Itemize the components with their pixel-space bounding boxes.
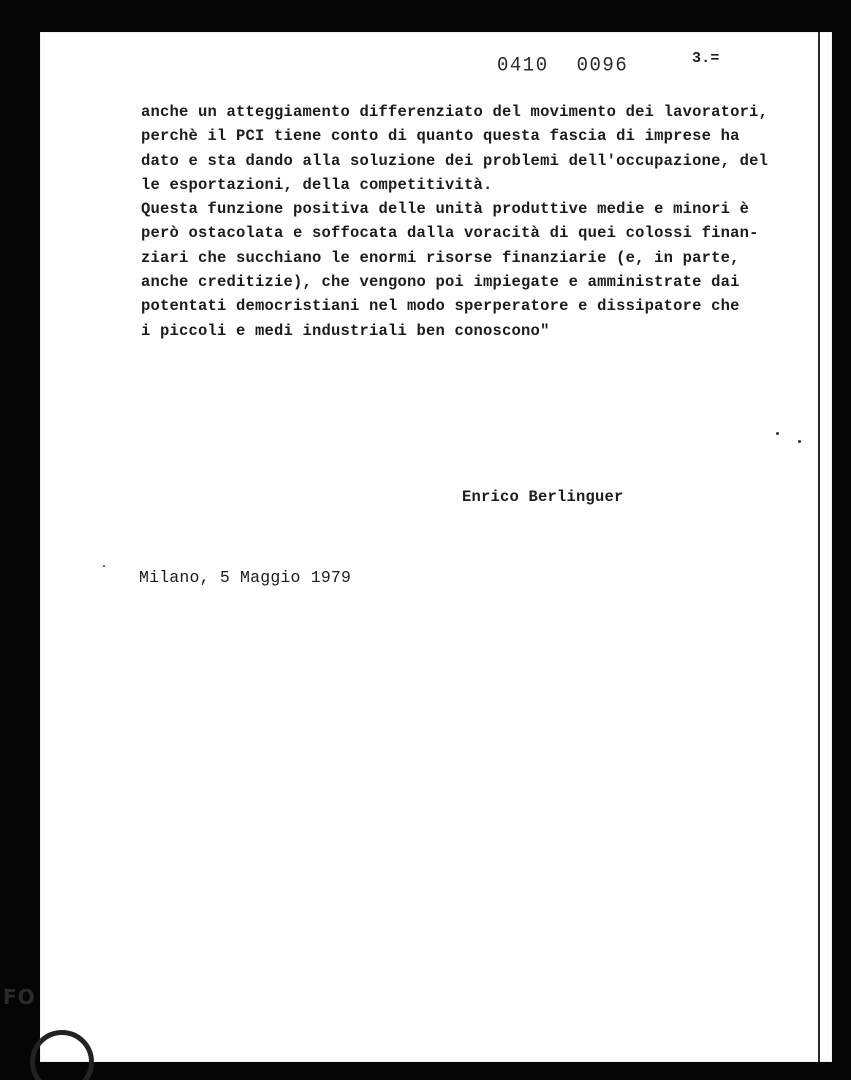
body-line: dato e sta dando alla soluzione dei problemi dell'occupazione, del [141,151,769,170]
page-number: 3.= [692,50,720,67]
body-line: anche creditizie), che vengono poi impiegate e amministrate dai [141,273,740,292]
body-line: però ostacolata e soffocata dalla voracità di quei colossi finan- [141,224,759,243]
body-line: ziari che succhiano le enormi risorse finanziarie (e, in parte, [141,248,740,267]
document-number-part-1: 0410 [497,53,549,77]
body-line: perchè il PCI tiene conto di quanto questa fascia di imprese ha [141,127,740,146]
paper-edge [818,32,820,1062]
document-number-part-2: 0096 [576,53,629,77]
scan-speck [103,565,105,567]
scan-speck [776,432,779,435]
scan-speck [798,440,801,443]
body-line: anche un atteggiamento differenziato del movimento dei lavoratori, [141,103,769,121]
body-line: potentati democristiani nel modo sperperatore e dissipatore che [141,297,740,316]
body-line: Questa funzione positiva delle unità produttive medie e minori è [141,200,750,219]
watermark-logo: FO [3,985,36,1009]
document-number [497,53,628,77]
body-line: le esportazioni, della competitività. [141,175,493,194]
place-date: Milano, 5 Maggio 1979 [139,568,352,587]
signature-name: Enrico Berlinguer [462,488,624,506]
letter-body [141,100,801,343]
body-line: i piccoli e medi industriali ben conoscono" [141,321,550,340]
